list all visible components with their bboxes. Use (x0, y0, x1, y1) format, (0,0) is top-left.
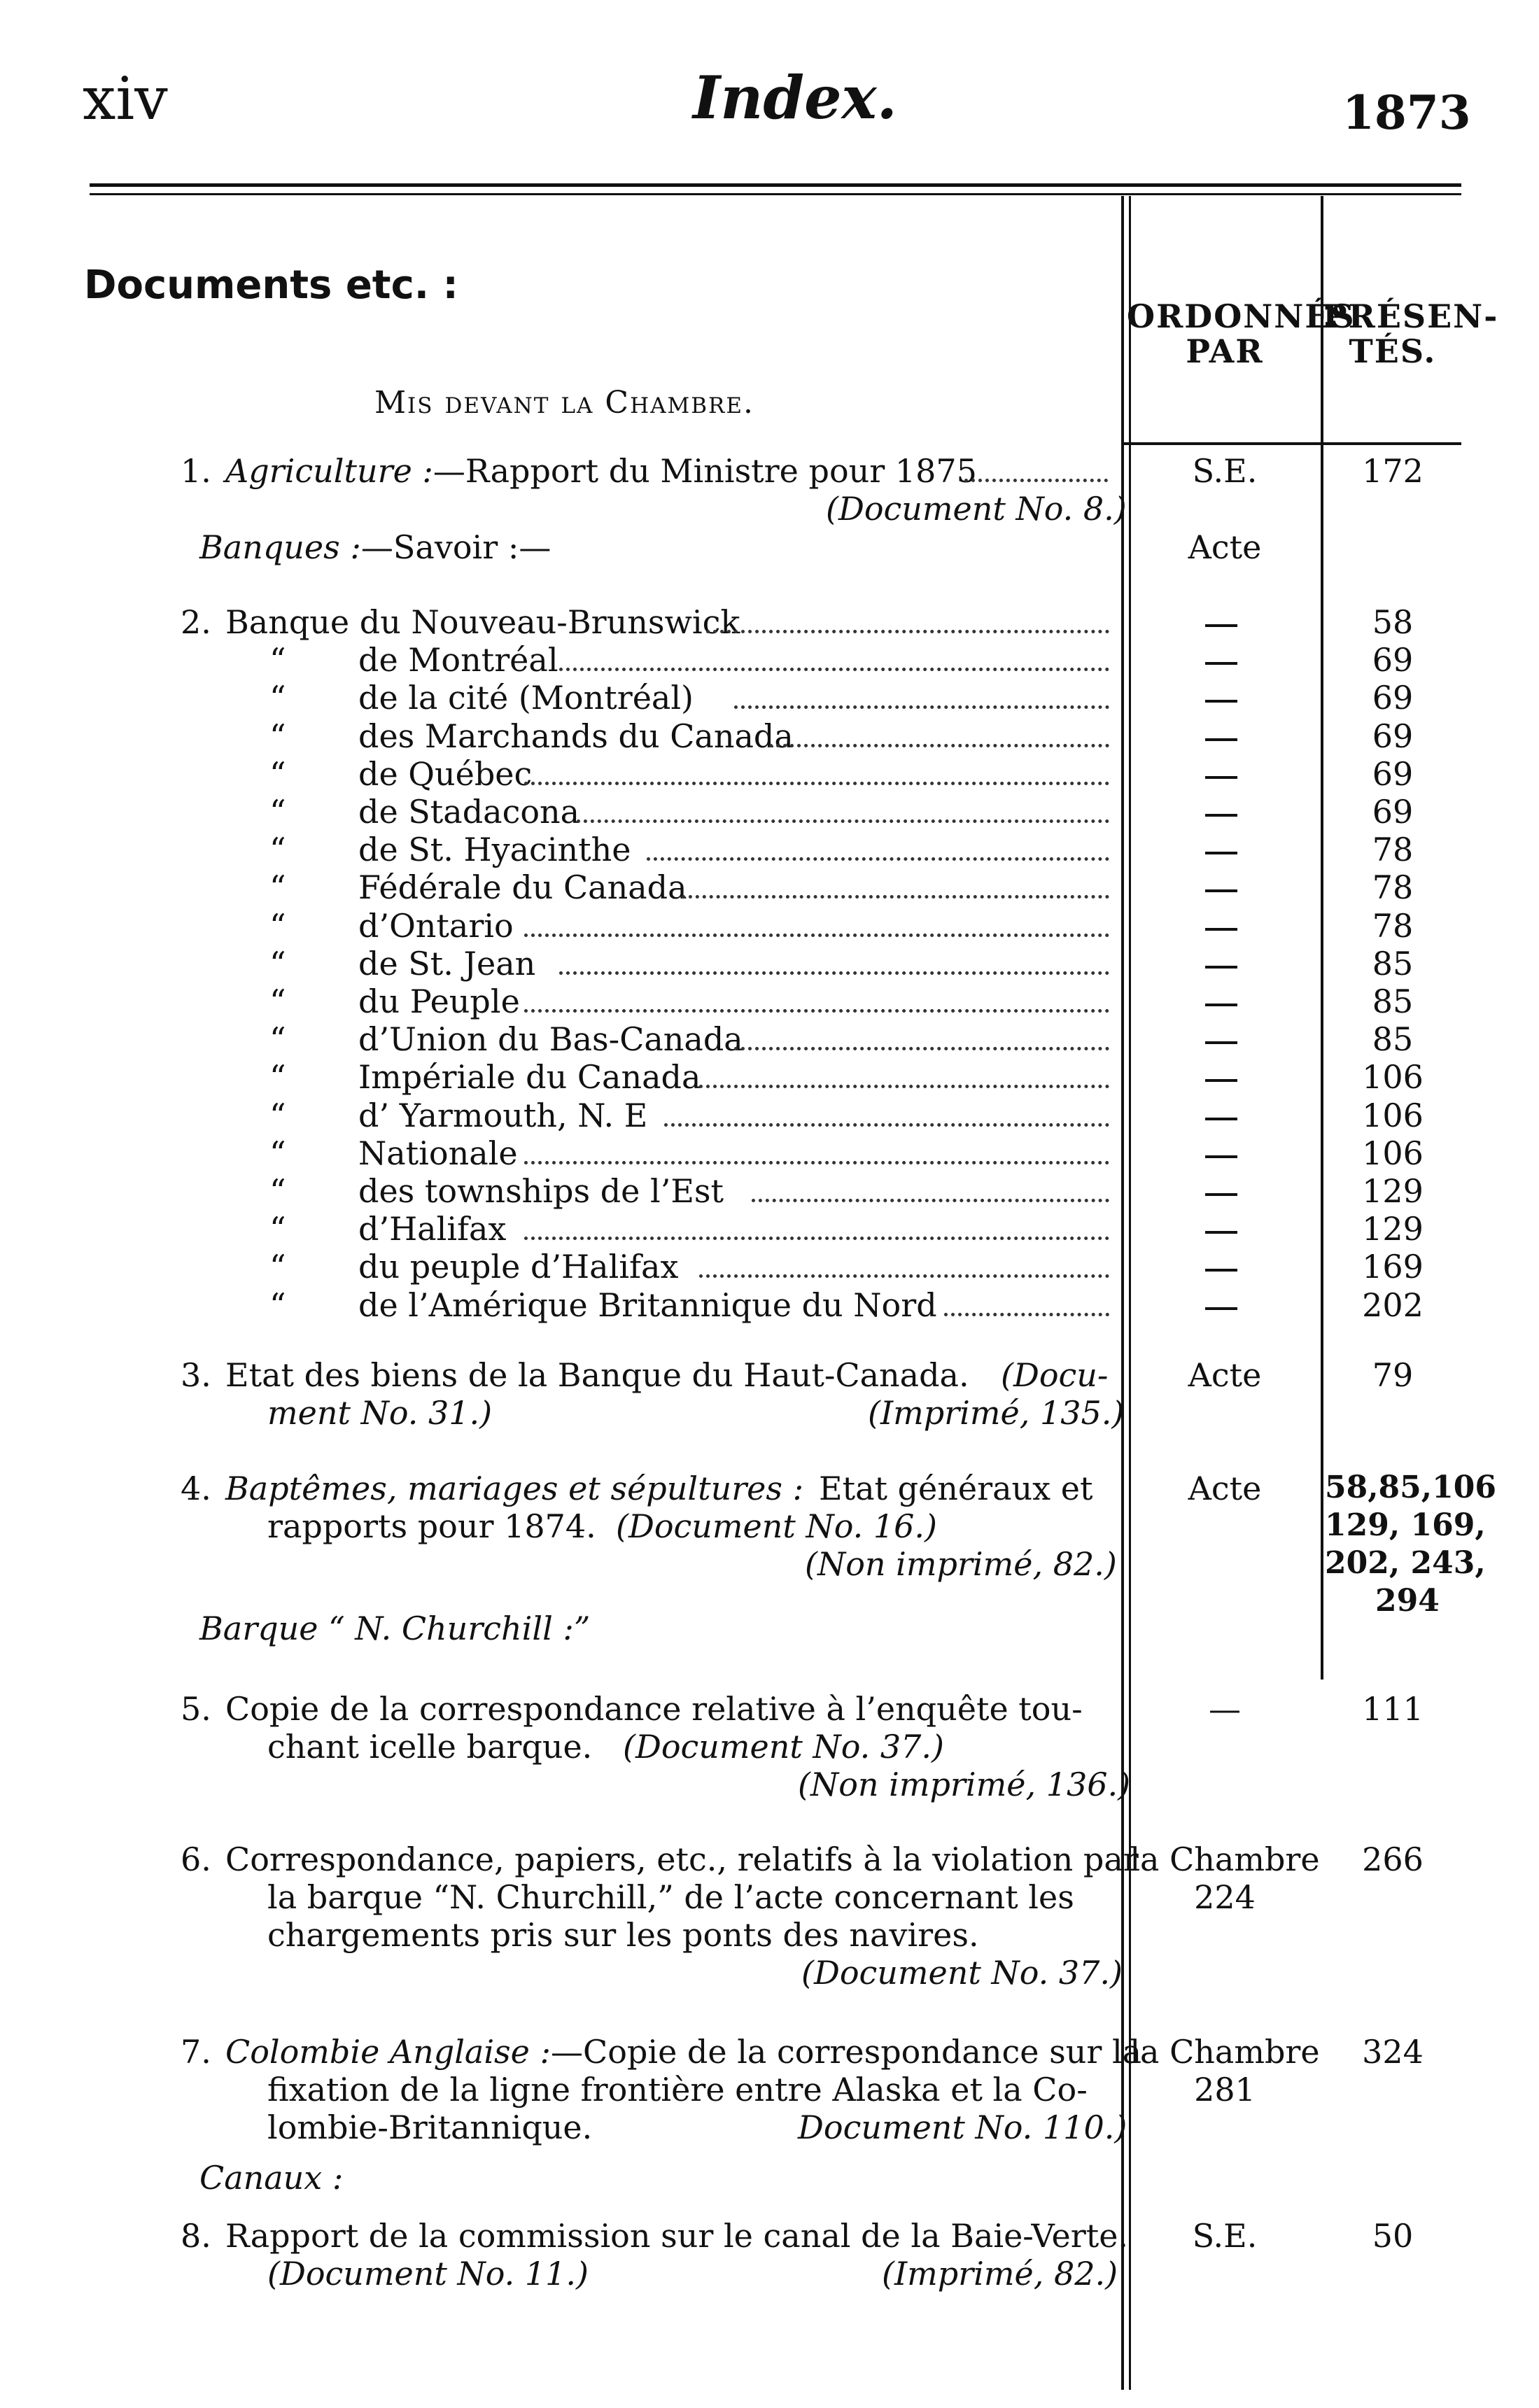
ditto-mark: “ (269, 1134, 286, 1172)
entry-ordered-ref: 281 (1194, 2071, 1256, 2108)
leader-dots (524, 1161, 1109, 1164)
col-presented-heading: PRÉSEN- (1323, 297, 1499, 335)
subheading-banques (199, 528, 551, 566)
leader-dots (577, 819, 1109, 823)
bank-name: du Peuple (358, 983, 520, 1020)
ordered-dash (1205, 1118, 1237, 1120)
entry-number: 1. (181, 452, 211, 490)
entry-text: Etat généraux et (819, 1470, 1093, 1507)
bank-presented: 69 (1372, 793, 1414, 831)
header-rule-thin (90, 193, 1461, 195)
bank-presented: 85 (1372, 983, 1414, 1020)
bank-presented: 106 (1362, 1097, 1424, 1134)
entry-doc-ref: (Document No. 37.) (801, 1954, 1123, 1992)
entry-presented-4: 294 (1375, 1583, 1440, 1619)
leader-dots (706, 630, 1109, 633)
ditto-mark: “ (269, 1058, 286, 1096)
ditto-mark: “ (269, 717, 286, 755)
ordered-dash (1205, 776, 1237, 779)
ordered-dash (1205, 889, 1237, 892)
entry-text (225, 2033, 1141, 2071)
entry-number: 7. (181, 2033, 211, 2071)
entry-text: fixation de la ligne frontière entre Alaska et la Co- (267, 2071, 1088, 2108)
banques-ordered: Acte (1188, 528, 1262, 566)
subheading-text: —Savoir :— (360, 528, 551, 566)
ordered-dash (1205, 966, 1237, 969)
leader-dots (647, 857, 1109, 861)
leader-dots (524, 1237, 1109, 1240)
ditto-mark: “ (269, 679, 286, 717)
ditto-mark: “ (269, 1286, 286, 1324)
ordered-dash (1205, 1193, 1237, 1196)
entry-subject: Baptêmes, mariages et sépultures : (225, 1470, 804, 1507)
bank-name: d’Ontario (358, 907, 514, 945)
bank-presented: 69 (1372, 641, 1414, 679)
entry-doc-ref: (Document No. 11.) (267, 2255, 589, 2293)
bank-name: Banque du Nouveau-Brunswick (225, 603, 740, 641)
bank-presented: 129 (1362, 1210, 1424, 1248)
ordered-dash (1205, 928, 1237, 931)
subheading-label: Banques : (199, 528, 361, 566)
entry-text: Correspondance, papiers, etc., relatifs à la violation par (225, 1840, 1139, 1878)
ordered-dash (1205, 624, 1237, 627)
bank-presented: 78 (1372, 831, 1414, 868)
entry-number: 2. (181, 603, 211, 641)
bank-name: de Montréal (358, 641, 558, 679)
entry-text: ment No. 31.) (267, 1394, 493, 1432)
entry-text: rapports pour 1874. (267, 1507, 596, 1545)
entry-doc-ref: (Document No. 8.) (826, 490, 1127, 528)
leader-dots (734, 705, 1109, 709)
leader-dots (524, 934, 1109, 937)
entry-presented: 266 (1362, 1840, 1424, 1878)
col-presented-heading-2: TÉS. (1349, 332, 1437, 370)
entry-text (225, 452, 977, 490)
ordered-dash (1205, 738, 1237, 741)
page-title: Index. (693, 63, 897, 132)
column-header-rule (1122, 442, 1461, 445)
bank-name: de Québec (358, 755, 533, 793)
entry-doc-ref: (Document No. 16.) (616, 1507, 937, 1545)
entry-body: —Copie de la correspondance sur la (551, 2033, 1142, 2071)
leader-dots (559, 971, 1109, 975)
bank-presented: 106 (1362, 1134, 1424, 1172)
entry-presented: 79 (1372, 1356, 1414, 1394)
leader-dots (734, 1047, 1109, 1050)
section-subtitle: Mis devant la Chambre. (374, 385, 754, 421)
entry-text: Etat des biens de la Banque du Haut-Canada. (225, 1356, 969, 1394)
entry-print-note: (Non imprimé, 136.) (798, 1766, 1131, 1803)
ditto-mark: “ (269, 1210, 286, 1248)
entry-text: chant icelle barque. (267, 1728, 593, 1766)
entry-ordered: S.E. (1192, 452, 1258, 490)
entry-presented-1: 58,85,106 (1325, 1470, 1496, 1505)
ordered-dash (1205, 700, 1237, 703)
ordered-dash (1205, 1231, 1237, 1234)
bank-name: de la cité (Montréal) (358, 679, 694, 717)
entry-number: 5. (181, 1690, 211, 1728)
entry-ordered-ref: 224 (1194, 1878, 1256, 1916)
ordered-dash (1205, 1269, 1237, 1272)
entry-presented: 50 (1372, 2217, 1414, 2255)
entry-number: 8. (181, 2217, 211, 2255)
bank-name: d’Union du Bas-Canada (358, 1020, 743, 1058)
ditto-mark: “ (269, 1020, 286, 1058)
entry-print-note: (Imprimé, 135.) (868, 1394, 1125, 1432)
entry-ordered: S.E. (1192, 2217, 1258, 2255)
bank-name: d’Halifax (358, 1210, 507, 1248)
entry-presented-2: 129, 169, (1325, 1507, 1486, 1543)
entry-ordered: Acte (1188, 1356, 1262, 1394)
entry-presented: 111 (1362, 1690, 1424, 1728)
bank-presented: 169 (1362, 1248, 1424, 1286)
ditto-mark: “ (269, 793, 286, 831)
bank-name: Fédérale du Canada (358, 868, 687, 906)
subheading-barque: Barque “ N. Churchill :” (199, 1610, 591, 1647)
leader-dots (664, 1123, 1109, 1127)
ordered-dash (1205, 662, 1237, 665)
leader-dots (682, 895, 1109, 899)
ordered-dash (1205, 852, 1237, 854)
bank-presented: 69 (1372, 755, 1414, 793)
bank-name: du peuple d’Halifax (358, 1248, 679, 1286)
entry-text: Rapport de la commission sur le canal de la Baie-Verte. (225, 2217, 1129, 2255)
ditto-mark: “ (269, 907, 286, 945)
bank-presented: 78 (1372, 868, 1414, 906)
entry-text: Copie de la correspondance relative à l’enquête tou- (225, 1690, 1083, 1728)
entry-print-note: (Imprimé, 82.) (882, 2255, 1118, 2293)
ditto-mark: “ (269, 1097, 286, 1134)
ditto-mark: “ (269, 831, 286, 868)
entry-text: lombie-Britannique. (267, 2108, 593, 2146)
entry-doc-ref: (Docu- (1001, 1356, 1109, 1394)
bank-presented: 85 (1372, 945, 1414, 983)
entry-ordered: la Chambre (1130, 2033, 1320, 2071)
bank-name: des townships de l’Est (358, 1172, 724, 1210)
bank-name: de l’Amérique Britannique du Nord (358, 1286, 937, 1324)
entry-number: 6. (181, 1840, 211, 1878)
header-rule (90, 183, 1461, 187)
ditto-mark: “ (269, 755, 286, 793)
section-title: Documents etc. : (84, 262, 458, 308)
ditto-mark: “ (269, 1248, 286, 1286)
bank-name: de Stadacona (358, 793, 580, 831)
bank-name: des Marchands du Canada (358, 717, 794, 755)
entry-doc-ref: Document No. 110.) (798, 2108, 1127, 2146)
bank-presented: 106 (1362, 1058, 1424, 1096)
leader-dots (699, 1274, 1109, 1278)
bank-name: de St. Hyacinthe (358, 831, 631, 868)
bank-presented: 202 (1362, 1286, 1424, 1324)
bank-name: de St. Jean (358, 945, 536, 983)
leader-dots (559, 668, 1109, 671)
ditto-mark: “ (269, 641, 286, 679)
bank-name: Nationale (358, 1134, 518, 1172)
page-number: xiv (83, 64, 168, 133)
ditto-mark: “ (269, 945, 286, 983)
ditto-mark: “ (269, 983, 286, 1020)
bank-name: d’ Yarmouth, N. E (358, 1097, 648, 1134)
bank-presented: 69 (1372, 717, 1414, 755)
leader-dots (769, 744, 1109, 747)
ditto-mark: “ (269, 1172, 286, 1210)
entry-number: 4. (181, 1470, 211, 1507)
entry-text: chargements pris sur les ponts des navires. (267, 1916, 979, 1954)
ordered-dash (1205, 814, 1237, 817)
entry-text: la barque “N. Churchill,” de l’acte concernant les (267, 1878, 1074, 1916)
ordered-dash (1205, 1079, 1237, 1082)
leader-dots (752, 1199, 1109, 1202)
ordered-dash (1205, 1155, 1237, 1158)
entry-ordered: la Chambre (1130, 1840, 1320, 1878)
bank-presented: 69 (1372, 679, 1414, 717)
bank-presented: 129 (1362, 1172, 1424, 1210)
bank-name: Impériale du Canada (358, 1058, 701, 1096)
entry-presented-3: 202, 243, (1325, 1545, 1486, 1581)
bank-presented: 78 (1372, 907, 1414, 945)
bank-presented: 85 (1372, 1020, 1414, 1058)
ordered-dash (1205, 1004, 1237, 1006)
entry-subject: Colombie Anglaise : (225, 2033, 551, 2071)
leader-dots (524, 1009, 1109, 1013)
leader-dots (524, 782, 1109, 785)
entry-presented: 172 (1362, 452, 1424, 490)
entry-doc-ref: (Document No. 37.) (623, 1728, 944, 1766)
leader-dots (964, 479, 1108, 482)
entry-ordered: Acte (1188, 1470, 1262, 1507)
leader-dots (944, 1313, 1109, 1316)
ordered-dash (1205, 1307, 1237, 1310)
ditto-mark: “ (269, 868, 286, 906)
subheading-canaux: Canaux : (199, 2159, 344, 2197)
col-ordered-heading: ORDONNÉS (1127, 297, 1356, 335)
leader-dots (699, 1085, 1109, 1088)
ordered-dash (1205, 1041, 1237, 1044)
entry-subject: Agriculture : (225, 452, 433, 490)
entry-print-note: (Non imprimé, 82.) (805, 1545, 1117, 1583)
entry-presented: 324 (1362, 2033, 1424, 2071)
page-year: 1873 (1342, 85, 1471, 140)
col-ordered-heading-2: PAR (1186, 332, 1264, 370)
bank-presented: 58 (1372, 603, 1414, 641)
entry-ordered: — (1209, 1690, 1241, 1728)
entry-body: —Rapport du Ministre pour 1875 (433, 452, 977, 490)
entry-number: 3. (181, 1356, 211, 1394)
